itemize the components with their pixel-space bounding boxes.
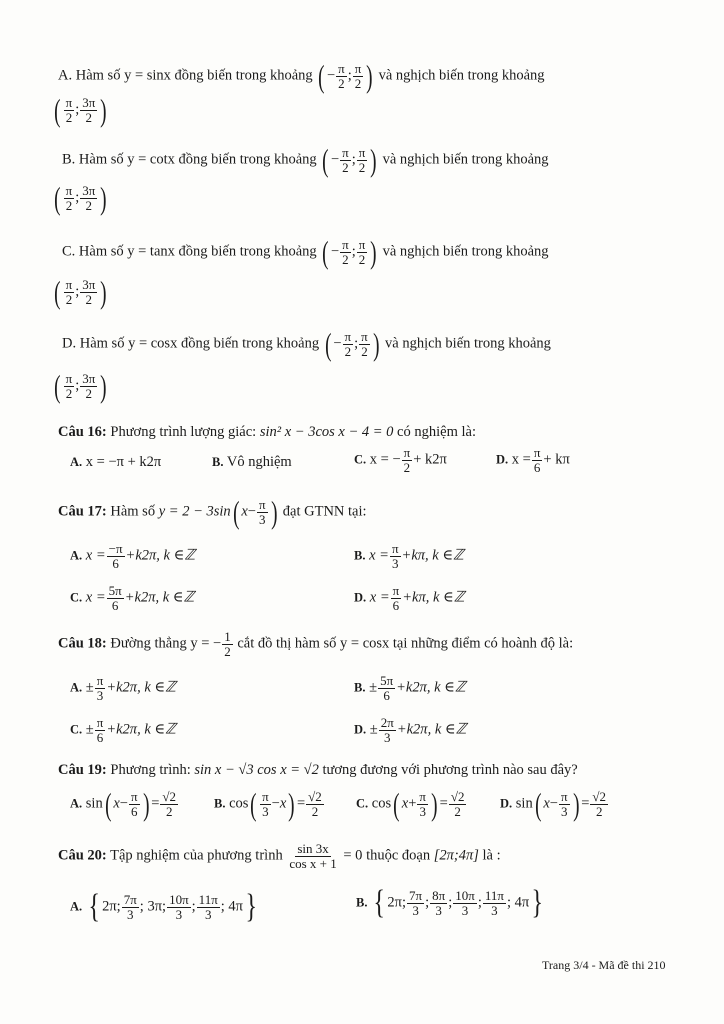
q16-option-d: D. x = $\frac{\pi}{6}$ + kπ <box>496 445 570 475</box>
q18-option-a: A. ± $\frac{\pi}{3}$ +k2π, k ∈ℤ <box>70 673 176 703</box>
q18-option-b: B. ± $\frac{5\pi}{6}$ +k2π, k ∈ℤ <box>354 673 466 703</box>
q15-b-interval: ( $\frac{\pi}{2}$ ; $\frac{3\pi}{2}$ ) <box>54 180 107 216</box>
q17-option-a: A. x = $\frac{-\pi}{6}$ +k2π, k ∈ℤ <box>70 541 196 571</box>
q18-stem: Câu 18: Đường thẳng y = − $\frac{1}{2}$ cắt đồ thị hàm số y = cosx tại những điểm có hoành độ là: <box>58 629 574 659</box>
q18-option-d: D. ± $\frac{2\pi}{3}$ +k2π, k ∈ℤ <box>354 715 467 745</box>
q15-option-d: D. Hàm số y = cosx đồng biến trong khoảng ( − $\frac{\pi}{2}$ ; $\frac{\pi}{2}$ ) và nghịch biến trong khoảng <box>62 326 551 362</box>
q17-option-d: D. x = $\frac{\pi}{6}$ +kπ, k ∈ℤ <box>354 583 465 613</box>
q19-option-d: D. sin( x− $\frac{\pi}{3}$ ) = $\frac{√2}{2}$ <box>500 786 607 822</box>
q15-c-interval: ( $\frac{\pi}{2}$ ; $\frac{3\pi}{2}$ ) <box>54 274 107 310</box>
q15-a-interval: ( $\frac{\pi}{2}$ ; $\frac{3\pi}{2}$ ) <box>54 92 107 128</box>
q16-option-a: A. x = −π + k2π <box>70 454 162 470</box>
q15-option-b: B. Hàm số y = cotx đồng biến trong khoảng ( − $\frac{\pi}{2}$ ; $\frac{\pi}{2}$ ) và nghịch biến trong khoảng <box>62 142 549 178</box>
page-footer: Trang 3/4 - Mã đề thi 210 <box>542 958 666 972</box>
q20-option-b: B. { 2π; $\frac{7\pi}{3}$ ; $\frac{8\pi}{3}$ ; $\frac{10\pi}{3}$ ; $\frac{11\pi}{3}$ ; 4π} <box>356 884 544 921</box>
q20-option-a: A. { 2π; $\frac{7\pi}{3}$ ; 3π; $\frac{10\pi}{3}$ ; $\frac{11\pi}{3}$ ; 4π} <box>70 888 257 925</box>
q17-stem: Câu 17: Hàm số y = 2 − 3sin( x− $\frac{\pi}{3}$ ) đạt GTNN tại: <box>58 494 367 530</box>
q16-stem: Câu 16: Phương trình lượng giác: sin² x − 3cos x − 4 = 0 có nghiệm là: <box>58 424 476 440</box>
q19-stem: Câu 19: Phương trình: sin x − √3 cos x = √2 tương đương với phương trình nào sau đây? <box>58 762 578 778</box>
q17-option-c: C. x = $\frac{5\pi}{6}$ +k2π, k ∈ℤ <box>70 583 195 613</box>
q15-d-interval: ( $\frac{\pi}{2}$ ; $\frac{3\pi}{2}$ ) <box>54 368 107 404</box>
q15-option-c: C. Hàm số y = tanx đồng biến trong khoảng ( − $\frac{\pi}{2}$ ; $\frac{\pi}{2}$ ) và nghịch biến trong khoảng <box>62 234 549 270</box>
q18-option-c: C. ± $\frac{\pi}{6}$ +k2π, k ∈ℤ <box>70 715 176 745</box>
q19-option-a: A. sin( x− $\frac{\pi}{6}$ ) = $\frac{√2}{2}$ <box>70 786 177 822</box>
q19-option-c: C. cos( x+ $\frac{\pi}{3}$ ) = $\frac{√2}{2}$ <box>356 786 465 822</box>
q16-option-c: C. x = − $\frac{\pi}{2}$ + k2π <box>354 445 447 475</box>
q15-option-a: A. Hàm số y = sinx đồng biến trong khoảng ( − $\frac{\pi}{2}$ ; $\frac{\pi}{2}$ ) và nghịch biến trong khoảng <box>58 58 545 94</box>
q19-option-b: B. cos( $\frac{\pi}{3}$ −x) = $\frac{√2}{2}$ <box>214 786 322 822</box>
q16-option-b: B. Vô nghiệm <box>212 454 292 470</box>
q20-stem: Câu 20: Tập nghiệm của phương trình $\frac{\sin 3x}{\text{cos x + 1}}$ = 0 thuộc đoạn [2π;4π] là : <box>58 841 501 871</box>
q17-option-b: B. x = $\frac{\pi}{3}$ +kπ, k ∈ℤ <box>354 541 464 571</box>
